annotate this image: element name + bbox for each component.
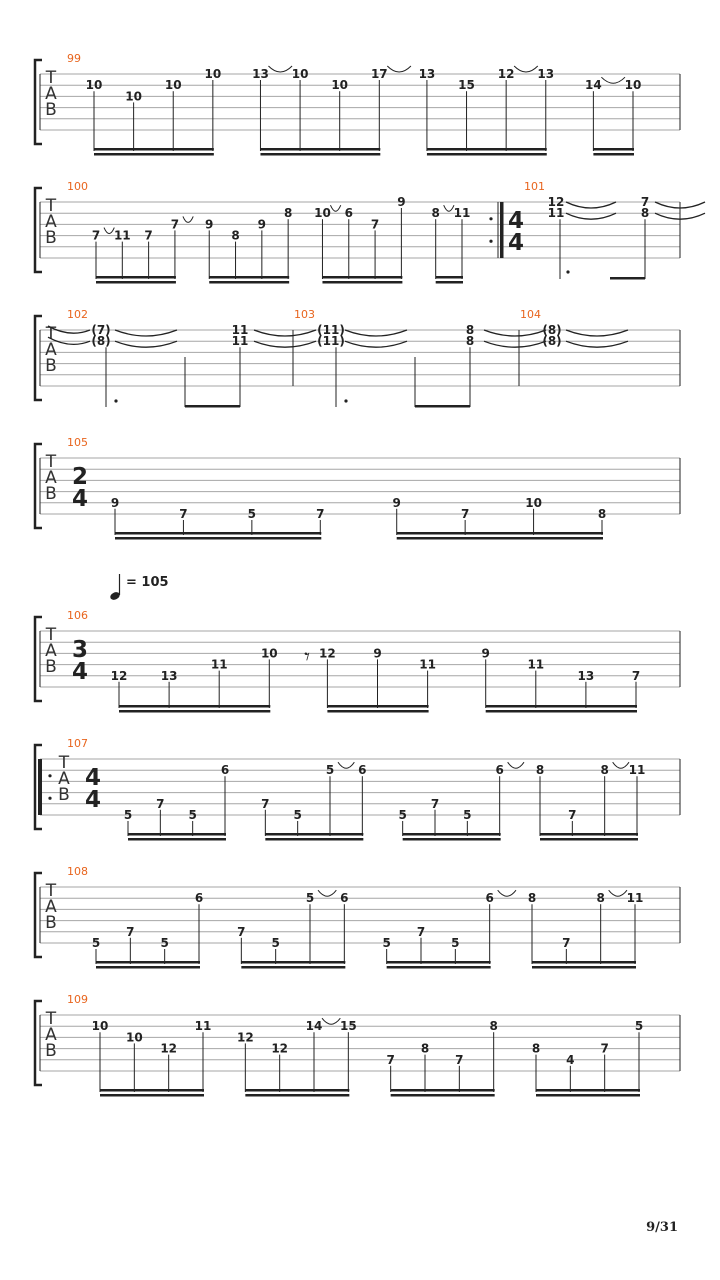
fret-number: 7 (568, 808, 577, 822)
measure-number: 109 (67, 993, 88, 1006)
dot (114, 399, 117, 402)
beam (96, 281, 176, 284)
tab-clef-letter: B (45, 484, 57, 504)
fret-number: 5 (398, 808, 407, 822)
beam (96, 276, 176, 279)
tempo-marking: = 105 (126, 575, 169, 590)
tab-clef-letter: T (45, 1009, 57, 1029)
tie-arc (514, 66, 538, 72)
fret-number: 6 (194, 891, 204, 906)
fret-number: 7 (455, 1052, 464, 1067)
tie-arc (318, 890, 336, 896)
tie-arc (345, 330, 407, 336)
fret-number: 7 (237, 924, 246, 939)
fret-number: 6 (485, 891, 494, 906)
beam (322, 281, 402, 284)
beam (536, 1089, 640, 1092)
beam (96, 961, 200, 964)
beam (415, 405, 470, 408)
time-signature-top: 4 (507, 208, 525, 234)
tie-arc (566, 330, 628, 336)
fret-number: 12 (497, 67, 515, 81)
fret-number: 7 (370, 217, 380, 232)
fret-number: 10 (125, 89, 142, 104)
time-signature-bottom: 4 (507, 230, 525, 256)
repeat-bar-thick (38, 759, 42, 815)
beam (100, 1089, 204, 1092)
measure-number: 106 (67, 609, 88, 622)
beam (610, 277, 645, 280)
tab-clef-letter: A (45, 897, 57, 917)
tie-arc (322, 1018, 340, 1024)
measure-number: 107 (67, 737, 88, 750)
tab-staff (35, 444, 680, 528)
measure-number: 103 (294, 308, 315, 321)
tie-arc (613, 762, 629, 768)
fret-number: 12 (547, 195, 565, 209)
fret-number: 6 (220, 763, 230, 778)
beam (94, 148, 214, 151)
fret-number: 12 (160, 1041, 178, 1056)
fret-number: 11 (628, 763, 646, 778)
tie-arc (338, 762, 354, 768)
measure-number: 101 (524, 180, 545, 193)
fret-number: 5 (91, 936, 101, 950)
tie-arc (268, 66, 292, 72)
time-signature-top: 3 (71, 637, 89, 663)
repeat-dot (48, 797, 51, 800)
fret-number: 5 (123, 808, 133, 822)
time-signature-top: 4 (84, 765, 102, 791)
fret-number: 10 (91, 1019, 109, 1034)
fret-number: 6 (495, 763, 504, 778)
beam (391, 1094, 495, 1097)
tab-clef-letter: A (45, 1025, 57, 1045)
fret-number: (8) (542, 334, 562, 349)
fret-number: 5 (271, 936, 280, 950)
measure-number: 99 (67, 52, 81, 65)
fret-number: 5 (293, 808, 302, 822)
fret-number: 11 (194, 1019, 212, 1034)
beam (427, 148, 547, 151)
tab-clef-letter: T (45, 452, 57, 472)
beam (241, 961, 345, 964)
fret-number: 13 (577, 668, 595, 683)
beam (119, 705, 270, 708)
fret-number: 12 (110, 668, 128, 683)
fret-number: 7 (386, 1052, 395, 1067)
tie-arc (387, 66, 411, 72)
beam (387, 961, 491, 964)
fret-number: 9 (392, 495, 401, 510)
tab-clef-letter: T (45, 881, 57, 901)
measure-number: 108 (67, 865, 88, 878)
tie-arc (508, 762, 524, 768)
fret-number: 8 (597, 507, 607, 521)
tie-arc (115, 341, 177, 347)
beam (327, 710, 428, 713)
fret-number: 8 (465, 323, 475, 337)
fret-number: 10 (204, 67, 222, 81)
fret-number: 8 (596, 891, 605, 906)
beam (536, 1094, 640, 1097)
fret-number: 11 (231, 323, 249, 337)
fret-number: 7 (430, 796, 440, 811)
beam (387, 966, 491, 969)
fret-number: 7 (562, 936, 571, 950)
fret-number: 8 (420, 1041, 430, 1056)
fret-number: (7) (91, 323, 111, 337)
fret-number: 9 (397, 195, 406, 209)
fret-number: 11 (453, 206, 471, 221)
fret-number: 6 (344, 206, 353, 221)
tie-arc (566, 341, 628, 347)
measure-number: 105 (67, 436, 88, 449)
fret-number: 7 (179, 507, 188, 521)
tie-arc (254, 341, 316, 347)
fret-number: 5 (305, 891, 315, 906)
time-signature-bottom: 4 (84, 787, 102, 813)
fret-number: 14 (305, 1019, 323, 1034)
beam (540, 838, 638, 841)
fret-number: 10 (525, 495, 542, 510)
time-signature-bottom: 4 (71, 659, 89, 685)
fret-number: 12 (236, 1030, 254, 1045)
fret-number: 6 (340, 891, 349, 906)
tab-clef-letter: A (45, 84, 57, 104)
repeat-bar-thick (500, 202, 504, 258)
fret-number: 11 (419, 657, 436, 672)
beam (96, 966, 200, 969)
fret-number: 5 (634, 1019, 644, 1034)
beam (265, 833, 363, 836)
fret-number: 10 (331, 78, 349, 93)
tie-arc (566, 202, 616, 208)
measure-number: 102 (67, 308, 88, 321)
fret-number: 10 (164, 78, 182, 93)
fret-number: 11 (527, 657, 545, 672)
fret-number: 11 (626, 891, 644, 906)
beam (128, 833, 226, 836)
beam (245, 1089, 349, 1092)
fret-number: 11 (547, 206, 565, 221)
fret-number: 7 (600, 1041, 609, 1056)
fret-number: 5 (463, 808, 472, 822)
tie-arc (115, 330, 177, 336)
tab-clef-letter: B (45, 1041, 57, 1061)
tie-arc (566, 213, 616, 219)
fret-number: 8 (527, 891, 537, 906)
beam (260, 148, 380, 151)
beam (593, 148, 634, 151)
tab-clef-letter: T (45, 196, 57, 216)
tab-clef-letter: A (45, 212, 57, 232)
fret-number: 9 (257, 217, 267, 232)
beam (94, 153, 214, 156)
system-bracket (35, 444, 42, 528)
fret-number: 9 (373, 646, 382, 661)
fret-number: 7 (156, 796, 165, 811)
tie-arc (601, 77, 625, 83)
page-number: 9/31 (646, 1220, 678, 1235)
tie-arc (609, 890, 627, 896)
measure-number: 104 (520, 308, 541, 321)
beam (427, 153, 547, 156)
time-signature-top: 2 (71, 464, 89, 490)
fret-number: 10 (260, 646, 278, 661)
tab-staff (35, 873, 680, 957)
tie-arc (345, 341, 407, 347)
fret-number: 8 (531, 1041, 541, 1056)
beam (403, 838, 501, 841)
fret-number: 14 (585, 78, 602, 93)
fret-number: 5 (325, 763, 335, 778)
tab-staff (35, 316, 680, 400)
fret-number: 10 (624, 78, 642, 93)
fret-number: 13 (537, 67, 555, 81)
tie-arc (498, 890, 516, 896)
fret-number: 8 (465, 334, 475, 349)
beam (322, 276, 402, 279)
fret-number: 7 (316, 507, 325, 521)
beam (486, 710, 637, 713)
fret-number: 7 (261, 796, 270, 811)
beam (245, 1094, 349, 1097)
tie-arc (183, 216, 193, 222)
beam (260, 153, 380, 156)
fret-number: 8 (600, 763, 609, 778)
fret-number: (8) (91, 334, 111, 349)
fret-number: 7 (91, 228, 101, 243)
system-bracket (35, 617, 42, 701)
fret-number: 17 (370, 67, 388, 81)
fret-number: 7 (170, 217, 180, 232)
tab-clef-letter: T (45, 324, 57, 344)
system-bracket (35, 873, 42, 957)
tie-arc (104, 228, 114, 234)
beam (119, 710, 270, 713)
fret-number: 5 (160, 936, 169, 950)
fret-number: 10 (291, 67, 309, 81)
tab-clef-letter: B (45, 657, 57, 677)
tab-clef-letter: A (45, 340, 57, 360)
fret-number: 8 (489, 1019, 498, 1034)
fret-number: 11 (231, 334, 249, 349)
fret-number: 15 (458, 78, 475, 93)
beam (209, 281, 289, 284)
tie-arc (484, 330, 546, 336)
tab-clef-letter: A (45, 641, 57, 661)
fret-number: 10 (125, 1030, 143, 1045)
beam (540, 833, 638, 836)
tab-clef-letter: A (45, 468, 57, 488)
fret-number: 5 (188, 808, 197, 822)
eighth-rest: 𝄾 (304, 645, 310, 670)
time-signature-bottom: 4 (71, 486, 89, 512)
fret-number: (11) (317, 334, 345, 349)
tab-clef-letter: B (58, 785, 70, 805)
beam (532, 966, 636, 969)
beam (391, 1089, 495, 1092)
repeat-dot (48, 774, 51, 777)
fret-number: 8 (231, 228, 240, 243)
fret-number: 8 (283, 206, 293, 221)
beam (436, 276, 463, 279)
fret-number: 8 (640, 206, 650, 221)
beam (436, 281, 463, 284)
tie-arc (484, 341, 546, 347)
fret-number: 12 (319, 646, 336, 661)
fret-number: 8 (535, 763, 545, 778)
fret-number: (8) (542, 323, 562, 337)
beam (100, 1094, 204, 1097)
beam (403, 833, 501, 836)
beam (209, 276, 289, 279)
beam (241, 966, 345, 969)
fret-number: 7 (126, 924, 135, 939)
beam (327, 705, 428, 708)
tab-clef-letter: T (45, 68, 57, 88)
fret-number: 7 (631, 668, 641, 683)
measure-number: 100 (67, 180, 88, 193)
fret-number: (11) (317, 323, 345, 337)
beam (397, 532, 603, 535)
tab-clef-letter: A (58, 769, 70, 789)
fret-number: 11 (113, 228, 131, 243)
fret-number: 7 (144, 228, 153, 243)
fret-number: 4 (566, 1052, 575, 1067)
fret-number: 13 (418, 67, 436, 81)
fret-number: 8 (431, 206, 440, 221)
tie-arc (254, 330, 316, 336)
fret-number: 10 (85, 78, 103, 93)
tab-clef-letter: B (45, 913, 57, 933)
tab-staff (35, 188, 680, 272)
system-bracket (35, 1001, 42, 1085)
repeat-dot (489, 240, 492, 243)
tab-clef-letter: T (45, 625, 57, 645)
repeat-dot (489, 217, 492, 220)
fret-number: 7 (416, 924, 426, 939)
beam (115, 532, 321, 535)
system-bracket (35, 60, 42, 144)
tie-arc (330, 205, 340, 211)
fret-number: 6 (358, 763, 367, 778)
fret-number: 7 (640, 195, 650, 209)
beam (397, 537, 603, 540)
fret-number: 5 (247, 507, 257, 521)
system-bracket (35, 316, 42, 400)
dot (344, 399, 347, 402)
system-bracket (35, 188, 42, 272)
fret-number: 7 (460, 507, 470, 521)
tab-staff (35, 617, 680, 701)
fret-number: 13 (252, 67, 269, 81)
fret-number: 15 (339, 1019, 357, 1034)
tab-clef-letter: B (45, 356, 57, 376)
tab-clef-letter: T (58, 753, 70, 773)
fret-number: 11 (210, 657, 228, 672)
beam (128, 838, 226, 841)
beam (486, 705, 637, 708)
beam (265, 838, 363, 841)
fret-number: 10 (314, 206, 331, 221)
tab-clef-letter: B (45, 100, 57, 120)
fret-number: 13 (160, 668, 178, 683)
tab-clef-letter: B (45, 228, 57, 248)
beam (185, 405, 240, 408)
beam (532, 961, 636, 964)
fret-number: 5 (382, 936, 391, 950)
fret-number: 5 (451, 936, 460, 950)
beam (115, 537, 321, 540)
fret-number: 9 (481, 646, 490, 661)
fret-number: 9 (110, 495, 120, 510)
fret-number: 12 (271, 1041, 289, 1056)
tie-arc (444, 205, 454, 211)
dot (566, 270, 569, 273)
beam (593, 153, 634, 156)
fret-number: 9 (205, 217, 214, 232)
